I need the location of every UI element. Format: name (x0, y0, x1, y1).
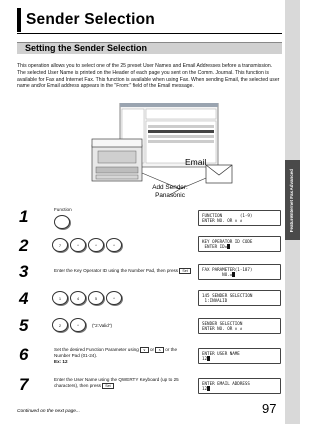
key-label: * (113, 295, 115, 301)
lcd-line: ENTER USER NAME (202, 350, 240, 356)
lcd-line: FUNCTION (1-9) (202, 212, 253, 218)
key-label: * (77, 322, 79, 328)
lcd-line: 12 (202, 356, 208, 362)
lcd-display (198, 348, 281, 364)
lcd-line: SENDER SELECTION (202, 320, 243, 326)
set-button[interactable]: Set (102, 383, 113, 389)
title-divider (17, 33, 282, 34)
lcd-line: ENTER EMAIL ADDRESS (202, 380, 250, 386)
continued-note: Continued on the next page... (17, 409, 80, 414)
keypad-key[interactable] (106, 238, 122, 252)
keypad-key[interactable] (70, 291, 86, 305)
key-label: * (95, 242, 97, 248)
lcd-line: 12 (202, 386, 208, 392)
intro-paragraph: This operation allows you to select one of the 25 preset User Names and Email Addresses before a transmission. The selected User Name is printed on the Header of each page you sent on the Comm. Journal. This function is available for Fax and Internet Fax. This function is available when using Fax. When sending Email, the selected user name and/or Email address appears in the "From:" field of the Email message. (17, 63, 280, 90)
step-instruction: Enter the User Name using the QWERTY Keyboard (up to 25 characters), then press (54, 377, 179, 389)
step-instruction: Enter the Key Operator ID using the Number Pad, then press (54, 268, 179, 274)
keypad-key[interactable] (52, 318, 68, 332)
key-label: 5 (94, 295, 98, 301)
step-number: 4 (19, 289, 29, 308)
lcd-line: NO.= (202, 272, 233, 278)
keypad-key[interactable] (106, 291, 122, 305)
section-title: Setting the Sender Selection (25, 43, 148, 53)
keypad-key[interactable] (70, 238, 86, 252)
step-number: 1 (19, 207, 29, 226)
email-label: Email (185, 157, 207, 167)
lcd-line: ENTER NO. OR ∨ ∧ (202, 218, 243, 224)
function-key[interactable] (54, 215, 70, 229)
lcd-display (198, 378, 281, 394)
lcd-display (198, 236, 281, 252)
keypad-key[interactable] (88, 238, 104, 252)
step-text: ("2:Valid") (92, 323, 113, 328)
keypad-key[interactable] (52, 291, 68, 305)
add-sender-line: Add Sender: (152, 184, 188, 191)
page-number: 97 (262, 401, 277, 416)
step-instruction-joiner: or (149, 347, 155, 353)
set-button[interactable]: Set (179, 268, 190, 274)
key-label: 7 (58, 242, 62, 248)
add-sender-caption (140, 184, 200, 199)
keypad-key[interactable] (88, 291, 104, 305)
title-bar-accent (17, 8, 21, 32)
key-label: * (77, 242, 79, 248)
lcd-display (198, 318, 281, 334)
lcd-line: FAX PARAMETER(1-187) (202, 266, 253, 272)
side-tab-line: Advanced (289, 169, 295, 191)
side-tab-line: Feature (289, 216, 295, 233)
lcd-line: 1:INVALID (202, 298, 228, 304)
step-text (54, 347, 194, 365)
fax-machine-icon (92, 139, 142, 181)
step-text (54, 268, 194, 274)
side-tab-label (286, 168, 299, 234)
envelope-icon (206, 165, 232, 183)
step-instruction-tail: or the Number Pad (01-24). (54, 347, 178, 359)
lcd-line: ENTER ID= (202, 244, 228, 250)
step-instruction: Set the desired Function Parameter using (54, 347, 139, 353)
down-arrow-button[interactable]: ∨ (140, 347, 149, 353)
step-number: 3 (19, 262, 29, 281)
lcd-display (198, 264, 281, 280)
step-text (54, 377, 194, 389)
up-arrow-button[interactable]: ∧ (155, 347, 164, 353)
lcd-display (198, 210, 281, 226)
key-label: * (113, 242, 115, 248)
lcd-line: 145 SENDER SELECTION (202, 292, 253, 298)
key-label: 2 (58, 322, 62, 328)
lcd-display (198, 290, 281, 306)
lcd-line: ENTER NO. OR ∨ ∧ (202, 326, 243, 332)
lcd-line: KEY OPERATOR ID CODE (202, 238, 253, 244)
keypad-key[interactable] (52, 238, 68, 252)
side-tab-line: Internet Fax (289, 190, 295, 217)
keypad-key[interactable] (70, 318, 86, 332)
key-label: 4 (76, 295, 80, 301)
add-sender-line: Panasonic (155, 191, 185, 199)
step-text: Function (54, 207, 72, 212)
step-example: Ex: 12 (54, 359, 68, 365)
step-number: 5 (19, 316, 29, 335)
step-number: 7 (19, 375, 29, 394)
step-number: 6 (19, 345, 29, 364)
key-label: 1 (58, 295, 62, 301)
step-number: 2 (19, 236, 29, 255)
page-title: Sender Selection (26, 11, 155, 28)
